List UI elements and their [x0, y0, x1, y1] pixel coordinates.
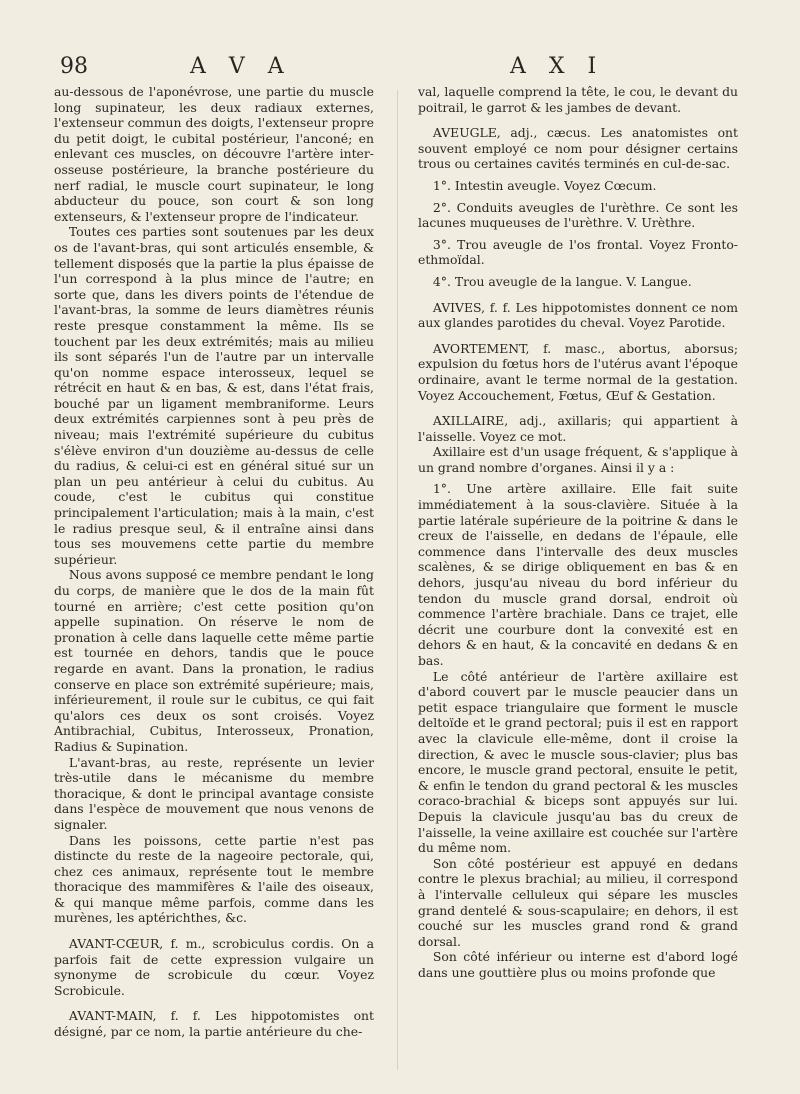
paragraph: 1°. Intestin aveugle. Voyez Cœcum. — [432, 177, 657, 193]
column-gutter — [397, 90, 398, 1070]
paragraph: 1°. Une artère axillaire. Elle fait suite immédiatement à la sous-clavière. Située à la partie latérale supérieure de la poitrine & dans le creux de l'aisselle, en dedans de l'épaule, elle commence dans l'intervalle des deux muscles scalènes, & se dirige obliquement en bas & en dehors, jusqu'au niveau du bord inférieur du tendon du muscle grand dorsal, endroit où commence l'artère brachiale. Dans ce trajet, elle décrit une courbure dont la convexité est en dehors & en haut, & la concavité en dedans & en bas. — [418, 481, 738, 668]
paragraph: Son côté postérieur est appuyé en dedans contre le plexus brachial; au milieu, il correspond à l'intervalle celluleux qui sépare les muscles grand dentelé & sous-scapulaire; en dehors, il est couché sur les muscles grand rond & grand dorsal. — [418, 855, 738, 949]
paragraph: AVANT-MAIN, f. f. Les hippotomistes ont désigné, par ce nom, la partie antérieure du che- — [54, 1008, 374, 1040]
paragraph: 3°. Trou aveugle de l'os frontal. Voyez Fronto-ethmoïdal. — [418, 236, 738, 268]
paragraph: 2°. Conduits aveugles de l'urèthre. Ce sont les lacunes muqueuses de l'urèthre. V. Urèthre. — [418, 199, 738, 231]
running-head-left: A V A — [190, 54, 292, 79]
paragraph: AVEUGLE, adj., cæcus. Les anatomistes ont souvent employé ce nom pour désigner certains trous ou certaines cavités terminés en cul-de-sac. — [418, 125, 738, 172]
page-number: 98 — [60, 54, 88, 79]
paragraph: AXILLAIRE, adj., axillaris; qui appartient à l'aisselle. Voyez ce mot. — [418, 413, 738, 444]
paragraph: L'avant-bras, au reste, représente un levier très-utile dans le mécanisme du membre thoracique, & dont le principal avantage consiste dans l'espèce de mouvement que nous venons de signaler. — [54, 754, 374, 832]
paragraph: AVORTEMENT, f. masc., abortus, aborsus; expulsion du fœtus hors de l'utérus avant l'époque ordinaire, avant le terme normal de la gestation. Voyez Accouchement, Fœtus, Œuf & Gestation. — [418, 340, 738, 403]
paragraph: Le côté antérieur de l'artère axillaire est d'abord couvert par le muscle peaucier dans un petit espace triangulaire que forment le muscle deltoïde et le grand pectoral; puis il est en rapport avec la clavicule elle-même, dont il croise la direction, & avec le muscle sous-clavier; plus bas encore, le muscle grand pectoral, ensuite le petit, & enfin le tendon du grand pectoral & les muscles coraco-brachial & biceps sont appuyés sur lui. Depuis la clavicule jusqu'au bas du creux de l'aisselle, la veine axillaire est couchée sur l'artère du même nom. — [418, 668, 738, 856]
paragraph: 4°. Trou aveugle de la langue. V. Langue. — [432, 273, 692, 289]
paragraph: Axillaire est d'un usage fréquent, & s'applique à un grand nombre d'organes. Ainsi il y a : — [418, 444, 738, 475]
running-head-right: A X I — [510, 54, 605, 79]
paragraph: val, laquelle comprend la tête, le cou, le devant du poitrail, le garrot & les jambes de devant. — [418, 84, 738, 115]
paragraph: AVANT-CŒUR, f. m., scrobiculus cordis. On a parfois fait de cette expression vulgaire un synonyme de scrobicule du cœur. Voyez Scrobicule. — [54, 936, 374, 998]
paragraph: Son côté inférieur ou interne est d'abord logé dans une gouttière plus ou moins profonde que — [418, 949, 738, 980]
paragraph: Nous avons supposé ce membre pendant le long du corps, de manière que le dos de la main fût tourné en arrière; c'est cette position qu'on appelle supination. On réserve le nom de pronation à celle dans laquelle cette même partie est tournée en dehors, tandis que le pouce regarde en avant. Dans la pronation, le radius conserve en place son extrémité supérieure; mais, inférieurement, il roule sur le cubitus, ce qui fait qu'alors ces deux os sont croisés. Voyez Antibrachial, Cubitus, Interosseux, Pronation, Radius & Supination. — [54, 567, 374, 754]
paragraph: Toutes ces parties sont soutenues par les deux os de l'avant-bras, qui sont articulés ensemble, & tellement disposés que la partie la plus épaisse de l'un correspond à la plus mince de l'autre; en sorte que, dans les divers points de l'étendue de l'avant-bras, la somme de leurs diamètres réunis reste presque constamment la même. Ils se touchent par les deux extrémités; mais au milieu ils sont séparés l'un de l'autre par un intervalle qu'on nomme espace interosseux, lequel se rétrécit en haut & en bas, & est, dans l'état frais, bouché par un ligament membraniforme. Leurs deux extrémités carpiennes sont à peu près de niveau; mais l'extrémité supérieure du cubitus s'élève environ d'un douzième au-dessus de celle du radius, & celui-ci est en général situé sur un plan un peu antérieur à celui du cubitus. Au coude, c'est le cubitus qui constitue principalement l'articulation; mais à la main, c'est le radius presque seul, & il entraîne ainsi dans tous ses mouvemens cette partie du membre supérieur. — [54, 224, 374, 567]
paragraph: AVIVES, f. f. Les hippotomistes donnent ce nom aux glandes parotides du cheval. Voyez Parotide. — [418, 299, 738, 331]
paragraph: Dans les poissons, cette partie n'est pas distincte du reste de la nageoire pectorale, qui, chez ces animaux, représente tout le membre thoracique des mammifères & l'aile des oiseaux, & qui manque même parfois, comme dans les murènes, les aptérichthes, &c. — [54, 832, 374, 926]
right-column — [418, 84, 738, 980]
paragraph: au-dessous de l'aponévrose, une partie du muscle long supinateur, les deux radiaux externes, l'extenseur commun des doigts, l'extenseur propre du petit doigt, le cubital postérieur, l'anconé; en enlevant ces muscles, on découvre l'artère inter-osseuse postérieure, la branche postérieure du nerf radial, le muscle court supinateur, le long abducteur du pouce, son court & son long extenseurs, & l'extenseur propre de l'indicateur. — [54, 84, 374, 224]
left-column — [54, 84, 374, 1040]
